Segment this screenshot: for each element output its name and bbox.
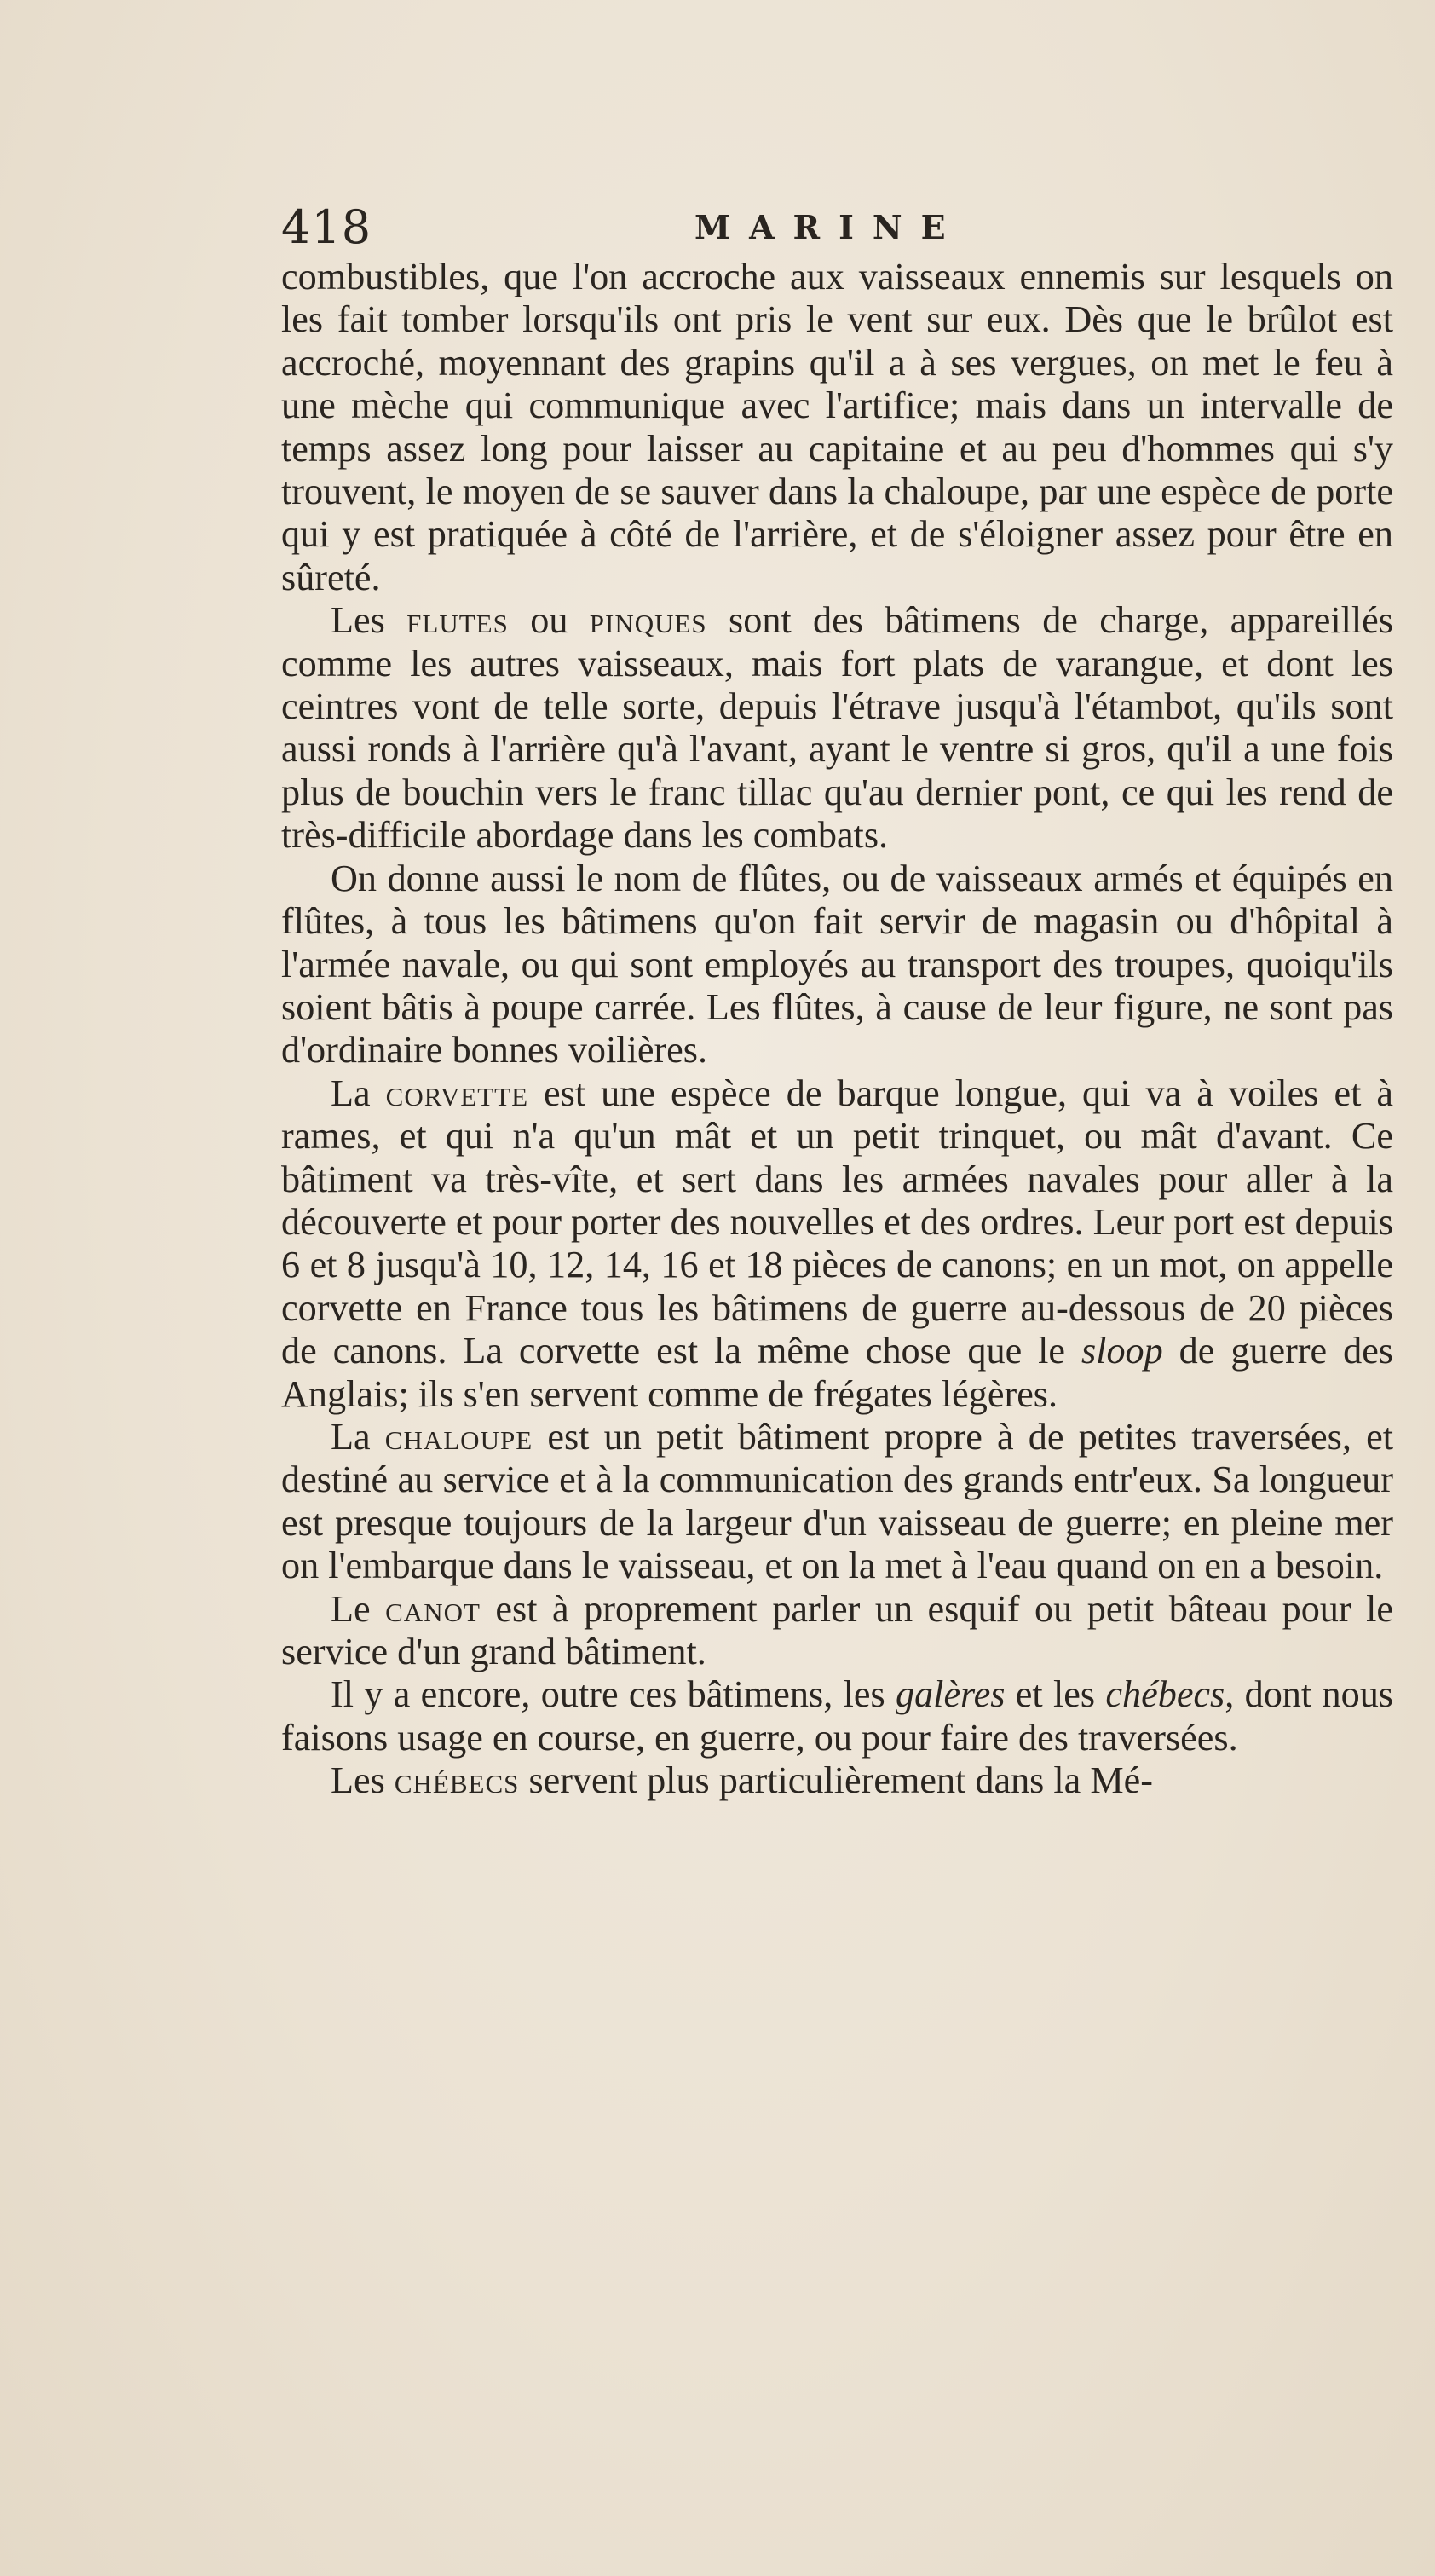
italic-term: chébecs [1105, 1673, 1225, 1716]
page-header [281, 198, 1133, 257]
body-text [281, 256, 1393, 1803]
small-caps-term: corvette [385, 1071, 529, 1114]
text-run: est à proprement parler un esquif ou petit bâteau pour le service d'un grand bâtiment. [281, 1587, 1393, 1672]
small-caps-term: chaloupe [384, 1415, 533, 1458]
paragraph [281, 858, 1393, 1072]
text-run: Le [331, 1587, 386, 1630]
text-run: est un petit bâtiment propre à de petites traversées, et destiné au service et à la communication des grands entr'eux. Sa longueur est presque toujours de la largeur d'un vaisseau de guerre; en pleine mer on l'embarque dans le vaisseau, et on la met à l'eau quand on en a besoin. [281, 1415, 1393, 1587]
paragraph [281, 1072, 1393, 1416]
paragraph [281, 1673, 1393, 1759]
text-run: est une espèce de barque longue, qui va à voiles et à rames, et qui n'a qu'un mât et un petit trinquet, ou mât d'avant. Ce bâtiment va très-vîte, et sert dans les armées navales pour aller à la découverte et pour porter des nouvelles et des ordres. Leur port est depuis 6 et 8 jusqu'à 10, 12, 14, 16 et 18 pièces de canons; en un mot, on appelle corvette en France tous les bâtimens de guerre au-dessous de 20 pièces de canons. La corvette est la même chose que le [281, 1071, 1394, 1372]
text-run: Il y a encore, outre ces bâtimens, les [331, 1673, 896, 1716]
small-caps-term: canot [385, 1587, 481, 1630]
text-run: On donne aussi le nom de flûtes, ou de vaisseaux armés et équipés en flûtes, à tous les bâtimens qu'on fait servir de magasin ou d'hôpital à l'armée navale, ou qui sont employés au transport des troupes, quoiqu'ils soient bâtis à poupe carrée. Les flûtes, à cause de leur figure, ne sont pas d'ordinaire bonnes voilières. [281, 857, 1393, 1071]
text-run: , dont nous faisons usage en course, en guerre, ou pour faire des traversées. [281, 1673, 1393, 1759]
text-run: de guerre des Anglais; ils s'en servent comme de frégates légères. [281, 1330, 1393, 1415]
text-run: et les [1005, 1673, 1106, 1716]
italic-term: sloop [1081, 1330, 1163, 1372]
text-run: ou [508, 599, 590, 642]
italic-term: galères [895, 1673, 1006, 1716]
small-caps-term: pinques [589, 599, 707, 642]
paragraph [281, 1759, 1393, 1802]
paragraph [281, 1588, 1393, 1674]
text-run: Les [331, 599, 407, 642]
text-run: Les [331, 1759, 395, 1802]
small-caps-term: flutes [406, 599, 509, 642]
text-run: La [331, 1415, 385, 1458]
text-run: sont des bâtimens de charge, appareillés comme les autres vaisseaux, mais fort plats de varangue, et dont les ceintres vont de telle sorte, depuis l'étrave jusqu'à l'étambot, qu'ils sont aussi ronds à l'arrière qu'à l'avant, ayant le ventre si gros, qu'il a une fois plus de bouchin vers le franc tillac qu'au dernier pont, ce qui les rend de très-difficile abordage dans les combats. [281, 599, 1393, 857]
text-run: La [331, 1071, 386, 1114]
small-caps-term: chébecs [394, 1759, 520, 1802]
running-head: MARINE [694, 208, 965, 246]
paragraph [281, 599, 1393, 857]
text-run: combustibles, que l'on accroche aux vaisseaux ennemis sur lesquels on les fait tomber lorsqu'ils ont pris le vent sur eux. Dès que le brûlot est accroché, moyennant des grapins qu'il a à ses vergues, on met le feu à une mèche qui communique avec l'artifice; mais dans un intervalle de temps assez long pour laisser au capitaine et au peu d'hommes qui s'y trouvent, le moyen de se sauver dans la chaloupe, par une espèce de porte qui y est pratiquée à côté de l'arrière, et de s'éloigner assez pour être en sûreté. [281, 256, 1393, 598]
page-number: 418 [281, 200, 372, 254]
paragraph [281, 1416, 1393, 1588]
text-run: servent plus particulièrement dans la Mé- [519, 1759, 1153, 1802]
paragraph [281, 256, 1393, 599]
